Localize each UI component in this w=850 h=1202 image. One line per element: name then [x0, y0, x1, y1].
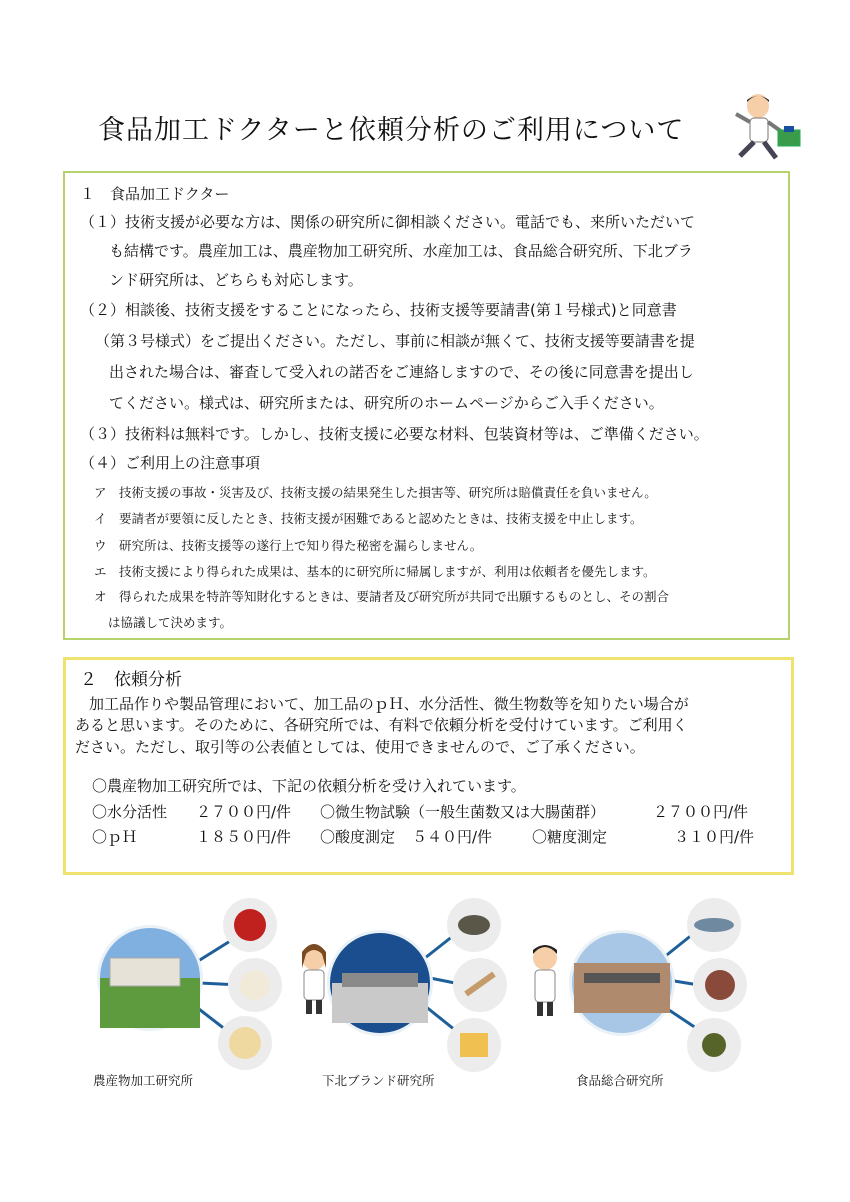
section1-heading: １ 食品加工ドクター: [80, 185, 230, 203]
institutes-illustration: [90, 888, 770, 1088]
price-value: ５４０円/件: [412, 828, 493, 846]
price-value: ３１０円/件: [674, 828, 755, 846]
doctor-mascot-illustration: [718, 92, 810, 164]
price-item-name: 〇糖度測定: [532, 828, 608, 846]
price-item-name: 〇微生物試験（一般生菌数又は大腸菌群）: [320, 803, 606, 821]
price-item-name: 〇ｐＨ: [92, 828, 138, 846]
researcher-figure: [302, 944, 326, 1014]
section1-line: も結構です。農産加工は、農産物加工研究所、水産加工は、食品総合研究所、下北ブラ: [109, 242, 693, 260]
note-item: エ 技術支援により得られた成果は、基本的に研究所に帰属しますが、利用は依頼者を優先します。: [94, 564, 656, 579]
note-item: は協議して決めます。: [108, 615, 233, 630]
price-value: ２７００円/件: [196, 803, 292, 821]
note-item: ア 技術支援の事故・災害及び、技術支援の結果発生した損害等、研究所は賠償責任を負いません。: [94, 485, 657, 500]
section1-line: （２）相談後、技術支援をすることになったら、技術支援等要請書(第１号様式)と同意書: [80, 301, 677, 319]
section1-line: （１）技術支援が必要な方は、関係の研究所に御相談ください。電話でも、来所いただいて: [80, 213, 696, 231]
analysis-intro: 〇農産物加工研究所では、下記の依頼分析を受け入れています。: [92, 777, 526, 795]
doctor-figure: [533, 945, 557, 1016]
section1-line: （第３号様式）をご提出ください。ただし、事前に相談が無くて、技術支援等要請書を提: [95, 332, 695, 350]
institute-label: 食品総合研究所: [576, 1073, 664, 1088]
institute-label: 下北ブランド研究所: [322, 1073, 435, 1088]
note-item: ウ 研究所は、技術支援等の遂行上で知り得た秘密を漏らしません。: [94, 538, 483, 553]
institute-label: 農産物加工研究所: [93, 1073, 194, 1088]
section2-line: 加工品作りや製品管理において、加工品のｐＨ、水分活性、微生物数等を知りたい場合が: [89, 695, 689, 713]
section2-line: あると思います。そのために、各研究所では、有料で依頼分析を受付けています。ご利用く: [75, 716, 688, 734]
section1-line: てください。様式は、研究所または、研究所のホームページからご入手ください。: [109, 394, 664, 412]
note-item: イ 要請者が要領に反したとき、技術支援が困難であると認めたときは、技術支援を中止します。: [94, 511, 643, 526]
section1-line: （４）ご利用上の注意事項: [80, 454, 261, 472]
price-value: ２７００円/件: [653, 803, 749, 821]
section2-line: ださい。ただし、取引等の公表値としては、使用できませんので、ご了承ください。: [75, 738, 645, 756]
section1-line: ンド研究所は、どちらも対応します。: [109, 271, 363, 289]
note-item: オ 得られた成果を特許等知財化するときは、要請者及び研究所が共同で出願するものとし、その割合: [94, 589, 670, 604]
section1-line: 出された場合は、審査して受入れの諾否をご連絡しますので、その後に同意書を提出し: [109, 363, 694, 381]
price-value: １８５０円/件: [196, 828, 292, 846]
section2-heading: ２ 依頼分析: [80, 670, 182, 690]
price-item-name: 〇水分活性: [92, 803, 168, 821]
page-title: 食品加工ドクターと依頼分析のご利用について: [98, 115, 685, 146]
price-item-name: 〇酸度測定: [320, 828, 396, 846]
section1-line: （３）技術料は無料です。しかし、技術支援に必要な材料、包装資材等は、ご準備ください。: [80, 425, 709, 443]
